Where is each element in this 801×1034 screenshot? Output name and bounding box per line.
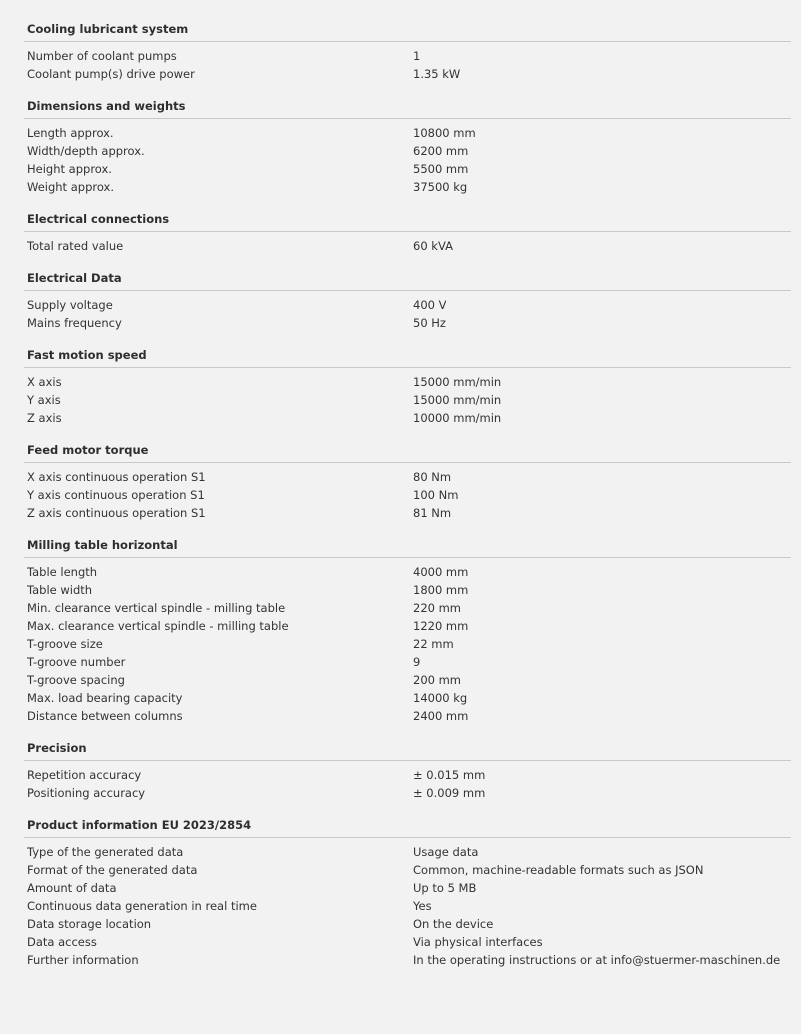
spec-label: Z axis <box>27 411 62 425</box>
spec-label: Table length <box>27 565 98 579</box>
spec-label: Y axis continuous operation S1 <box>27 488 205 502</box>
spec-value: 1 <box>413 49 421 63</box>
spec-rows <box>27 761 791 815</box>
spec-row <box>27 766 791 784</box>
spec-row <box>27 504 791 522</box>
spec-label: Further information <box>27 953 139 967</box>
spec-label: Total rated value <box>27 239 124 253</box>
spec-value: 2400 mm <box>413 709 469 723</box>
spec-label: Weight approx. <box>27 180 114 194</box>
spec-label: Data storage location <box>27 917 152 931</box>
spec-label: Table width <box>27 583 93 597</box>
spec-row <box>27 671 791 689</box>
spec-value: Up to 5 MB <box>413 881 477 895</box>
spec-label: T-groove size <box>27 637 103 651</box>
spec-row <box>27 296 791 314</box>
section-title: Cooling lubricant system <box>24 19 791 42</box>
spec-row <box>27 843 791 861</box>
spec-rows <box>27 119 791 209</box>
spec-value: Via physical interfaces <box>413 935 543 949</box>
spec-section <box>27 345 791 440</box>
spec-row <box>27 635 791 653</box>
spec-label: Width/depth approx. <box>27 144 145 158</box>
spec-value: 14000 kg <box>413 691 468 705</box>
section-title: Milling table horizontal <box>24 535 791 558</box>
spec-label: Data access <box>27 935 97 949</box>
spec-label: T-groove number <box>27 655 126 669</box>
spec-rows <box>27 232 791 268</box>
spec-value: 22 mm <box>413 637 454 651</box>
section-title: Fast motion speed <box>24 345 791 368</box>
spec-label: Mains frequency <box>27 316 122 330</box>
spec-row <box>27 47 791 65</box>
spec-row <box>27 563 791 581</box>
spec-rows <box>27 368 791 440</box>
spec-row <box>27 951 791 969</box>
spec-label: Y axis <box>27 393 61 407</box>
spec-label: Number of coolant pumps <box>27 49 177 63</box>
spec-value: 81 Nm <box>413 506 452 520</box>
spec-value: Yes <box>413 899 432 913</box>
spec-value: 37500 kg <box>413 180 468 194</box>
spec-row <box>27 933 791 951</box>
spec-row <box>27 617 791 635</box>
spec-row <box>27 124 791 142</box>
spec-value: 15000 mm/min <box>413 375 502 389</box>
spec-value: 220 mm <box>413 601 462 615</box>
spec-rows <box>27 291 791 345</box>
spec-row <box>27 142 791 160</box>
spec-label: Repetition accuracy <box>27 768 142 782</box>
spec-label: Format of the generated data <box>27 863 198 877</box>
spec-section <box>27 440 791 535</box>
spec-label: Z axis continuous operation S1 <box>27 506 206 520</box>
spec-value: 80 Nm <box>413 470 452 484</box>
spec-row <box>27 897 791 915</box>
spec-section <box>27 815 791 982</box>
spec-section <box>27 738 791 815</box>
spec-row <box>27 65 791 83</box>
spec-value: 10000 mm/min <box>413 411 502 425</box>
spec-row <box>27 373 791 391</box>
spec-value: 1.35 kW <box>413 67 461 81</box>
spec-label: Min. clearance vertical spindle - milling table <box>27 601 286 615</box>
spec-row <box>27 581 791 599</box>
spec-value: 4000 mm <box>413 565 469 579</box>
spec-label: X axis continuous operation S1 <box>27 470 206 484</box>
spec-row <box>27 391 791 409</box>
spec-row <box>27 409 791 427</box>
spec-label: X axis <box>27 375 62 389</box>
spec-rows <box>27 838 791 982</box>
spec-rows <box>27 558 791 738</box>
spec-section <box>27 96 791 209</box>
spec-label: Max. clearance vertical spindle - milling table <box>27 619 289 633</box>
spec-row <box>27 915 791 933</box>
spec-row <box>27 178 791 196</box>
spec-label: Amount of data <box>27 881 117 895</box>
spec-label: Length approx. <box>27 126 114 140</box>
spec-value: On the device <box>413 917 494 931</box>
spec-section <box>27 19 791 96</box>
section-title: Electrical connections <box>24 209 791 232</box>
spec-value: 400 V <box>413 298 447 312</box>
spec-value: 9 <box>413 655 421 669</box>
spec-row <box>27 784 791 802</box>
spec-value: 1800 mm <box>413 583 469 597</box>
section-title: Electrical Data <box>24 268 791 291</box>
spec-section <box>27 535 791 738</box>
spec-value: 100 Nm <box>413 488 459 502</box>
spec-row <box>27 861 791 879</box>
spec-label: Distance between columns <box>27 709 183 723</box>
spec-value: In the operating instructions or at info@stuermer-maschinen.de <box>413 953 781 967</box>
spec-label: Max. load bearing capacity <box>27 691 183 705</box>
spec-label: Supply voltage <box>27 298 113 312</box>
spec-value: ± 0.015 mm <box>413 768 486 782</box>
spec-row <box>27 653 791 671</box>
spec-row <box>27 599 791 617</box>
spec-row <box>27 486 791 504</box>
spec-row <box>27 314 791 332</box>
spec-row <box>27 468 791 486</box>
spec-row <box>27 879 791 897</box>
spec-row <box>27 689 791 707</box>
spec-value: 6200 mm <box>413 144 469 158</box>
spec-label: T-groove spacing <box>27 673 125 687</box>
section-title: Dimensions and weights <box>24 96 791 119</box>
section-title: Precision <box>24 738 791 761</box>
section-title: Feed motor torque <box>24 440 791 463</box>
spec-label: Coolant pump(s) drive power <box>27 67 195 81</box>
spec-rows <box>27 42 791 96</box>
spec-value: 200 mm <box>413 673 462 687</box>
spec-row <box>27 707 791 725</box>
spec-value: ± 0.009 mm <box>413 786 486 800</box>
spec-rows <box>27 463 791 535</box>
spec-value: 60 kVA <box>413 239 453 253</box>
spec-value: 1220 mm <box>413 619 469 633</box>
spec-value: Common, machine-readable formats such as JSON <box>413 863 704 877</box>
spec-label: Type of the generated data <box>27 845 184 859</box>
spec-section <box>27 209 791 268</box>
spec-label: Positioning accuracy <box>27 786 146 800</box>
spec-value: Usage data <box>413 845 479 859</box>
spec-value: 5500 mm <box>413 162 469 176</box>
section-title: Product information EU 2023/2854 <box>24 815 791 838</box>
spec-value: 15000 mm/min <box>413 393 502 407</box>
spec-value: 10800 mm <box>413 126 476 140</box>
spec-section <box>27 268 791 345</box>
spec-row <box>27 160 791 178</box>
spec-label: Continuous data generation in real time <box>27 899 257 913</box>
spec-value: 50 Hz <box>413 316 446 330</box>
spec-label: Height approx. <box>27 162 112 176</box>
spec-row <box>27 237 791 255</box>
